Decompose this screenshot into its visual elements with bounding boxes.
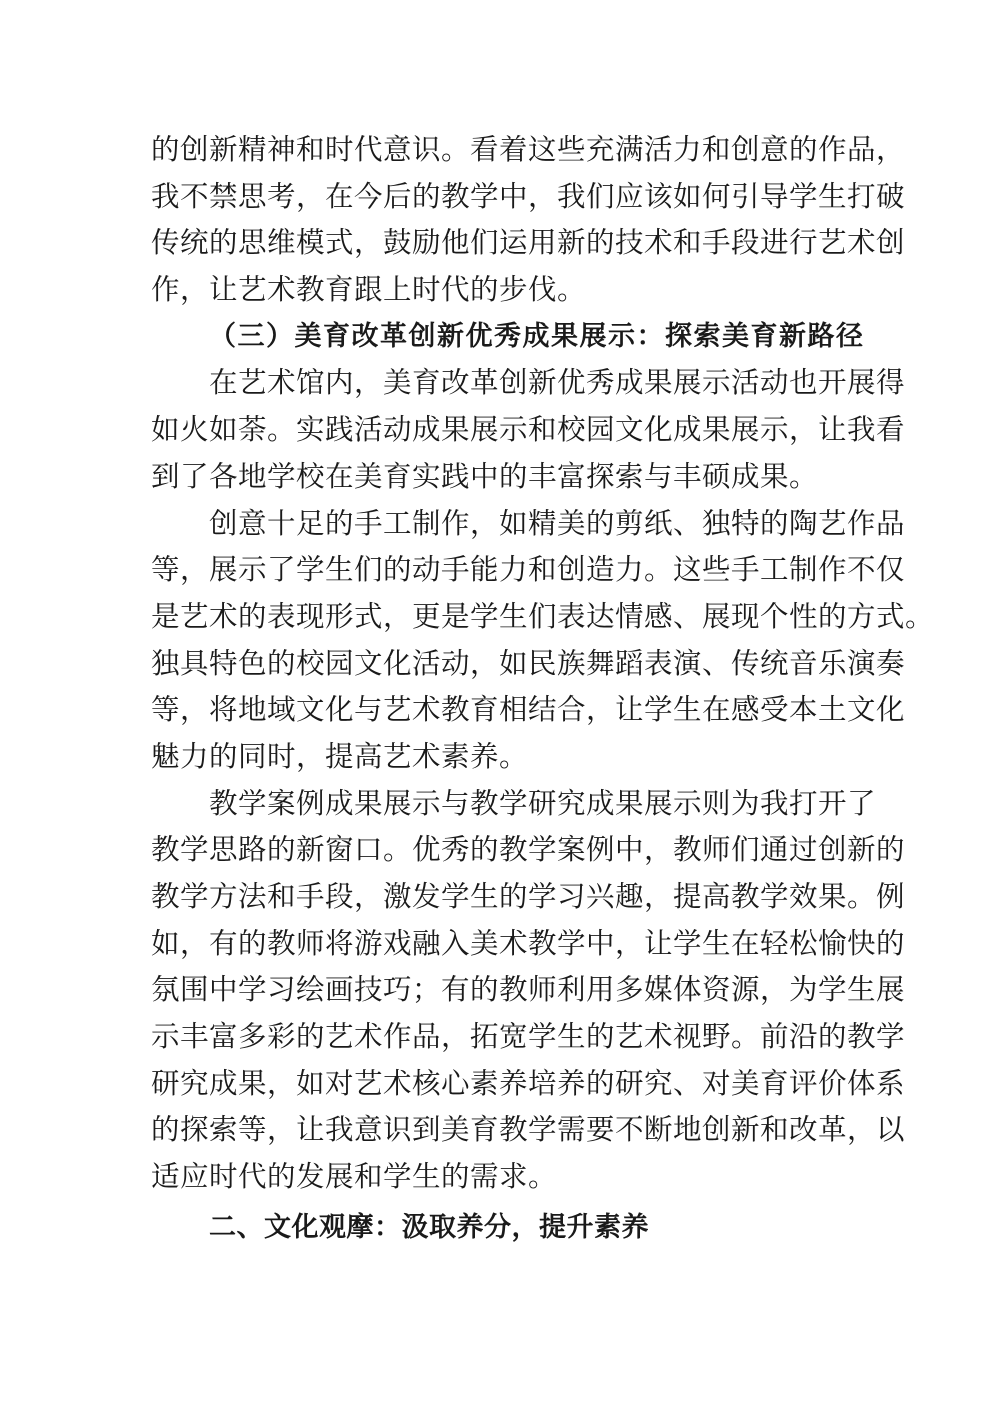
paragraph-intro-tail <box>151 127 906 314</box>
text-line: 我不禁思考，在今后的教学中，我们应该如何引导学生打破 <box>151 179 906 213</box>
text-line: 研究成果，如对艺术核心素养培养的研究、对美育评价体系 <box>151 1066 906 1100</box>
text-line: 适应时代的发展和学生的需求。 <box>151 1160 558 1194</box>
text-line: 如，有的教师将游戏融入美术教学中，让学生在轻松愉快的 <box>151 926 906 960</box>
text-line: 教学思路的新窗口。优秀的教学案例中，教师们通过创新的 <box>151 833 906 867</box>
text-line: 到了各地学校在美育实践中的丰富探索与丰硕成果。 <box>151 459 819 493</box>
text-line: 示丰富多彩的艺术作品，拓宽学生的艺术视野。前沿的教学 <box>151 1020 906 1054</box>
paragraph-cases <box>151 781 906 1201</box>
text-line: 等，将地域文化与艺术教育相结合，让学生在感受本土文化 <box>151 693 906 727</box>
text-line: 的探索等，让我意识到美育教学需要不断地创新和改革，以 <box>151 1113 906 1147</box>
text-line: 教学案例成果展示与教学研究成果展示则为我打开了 <box>209 786 877 820</box>
text-line: 创意十足的手工制作，如精美的剪纸、独特的陶艺作品 <box>209 506 906 540</box>
text-line: 传统的思维模式，鼓励他们运用新的技术和手段进行艺术创 <box>151 226 906 260</box>
text-line: 的创新精神和时代意识。看着这些充满活力和创意的作品， <box>151 133 906 166</box>
paragraph-venue <box>151 360 906 500</box>
text-line: 独具特色的校园文化活动，如民族舞蹈表演、传统音乐演奏 <box>151 646 906 680</box>
document-page <box>151 127 935 1252</box>
text-line: 作，让艺术教育跟上时代的步伐。 <box>151 273 587 307</box>
text-line: 如火如荼。实践活动成果展示和校园文化成果展示，让我看 <box>151 413 906 447</box>
text-line: 氛围中学习绘画技巧；有的教师利用多媒体资源，为学生展 <box>151 973 906 1007</box>
text-line: 等，展示了学生们的动手能力和创造力。这些手工制作不仅 <box>151 553 906 587</box>
section-heading-3: （三）美育改革创新优秀成果展示：探索美育新路径 <box>209 320 865 352</box>
text-line: 魅力的同时，提高艺术素养。 <box>151 739 529 773</box>
text-line: 教学方法和手段，激发学生的学习兴趣，提高教学效果。例 <box>151 880 906 913</box>
paragraph-crafts <box>151 501 935 781</box>
text-line: 在艺术馆内，美育改革创新优秀成果展示活动也开展得 <box>209 366 906 400</box>
text-line: 是艺术的表现形式，更是学生们表达情感、展现个性的方式。 <box>151 599 935 633</box>
section-heading-2: 二、文化观摩：汲取养分，提升素养 <box>209 1211 649 1243</box>
